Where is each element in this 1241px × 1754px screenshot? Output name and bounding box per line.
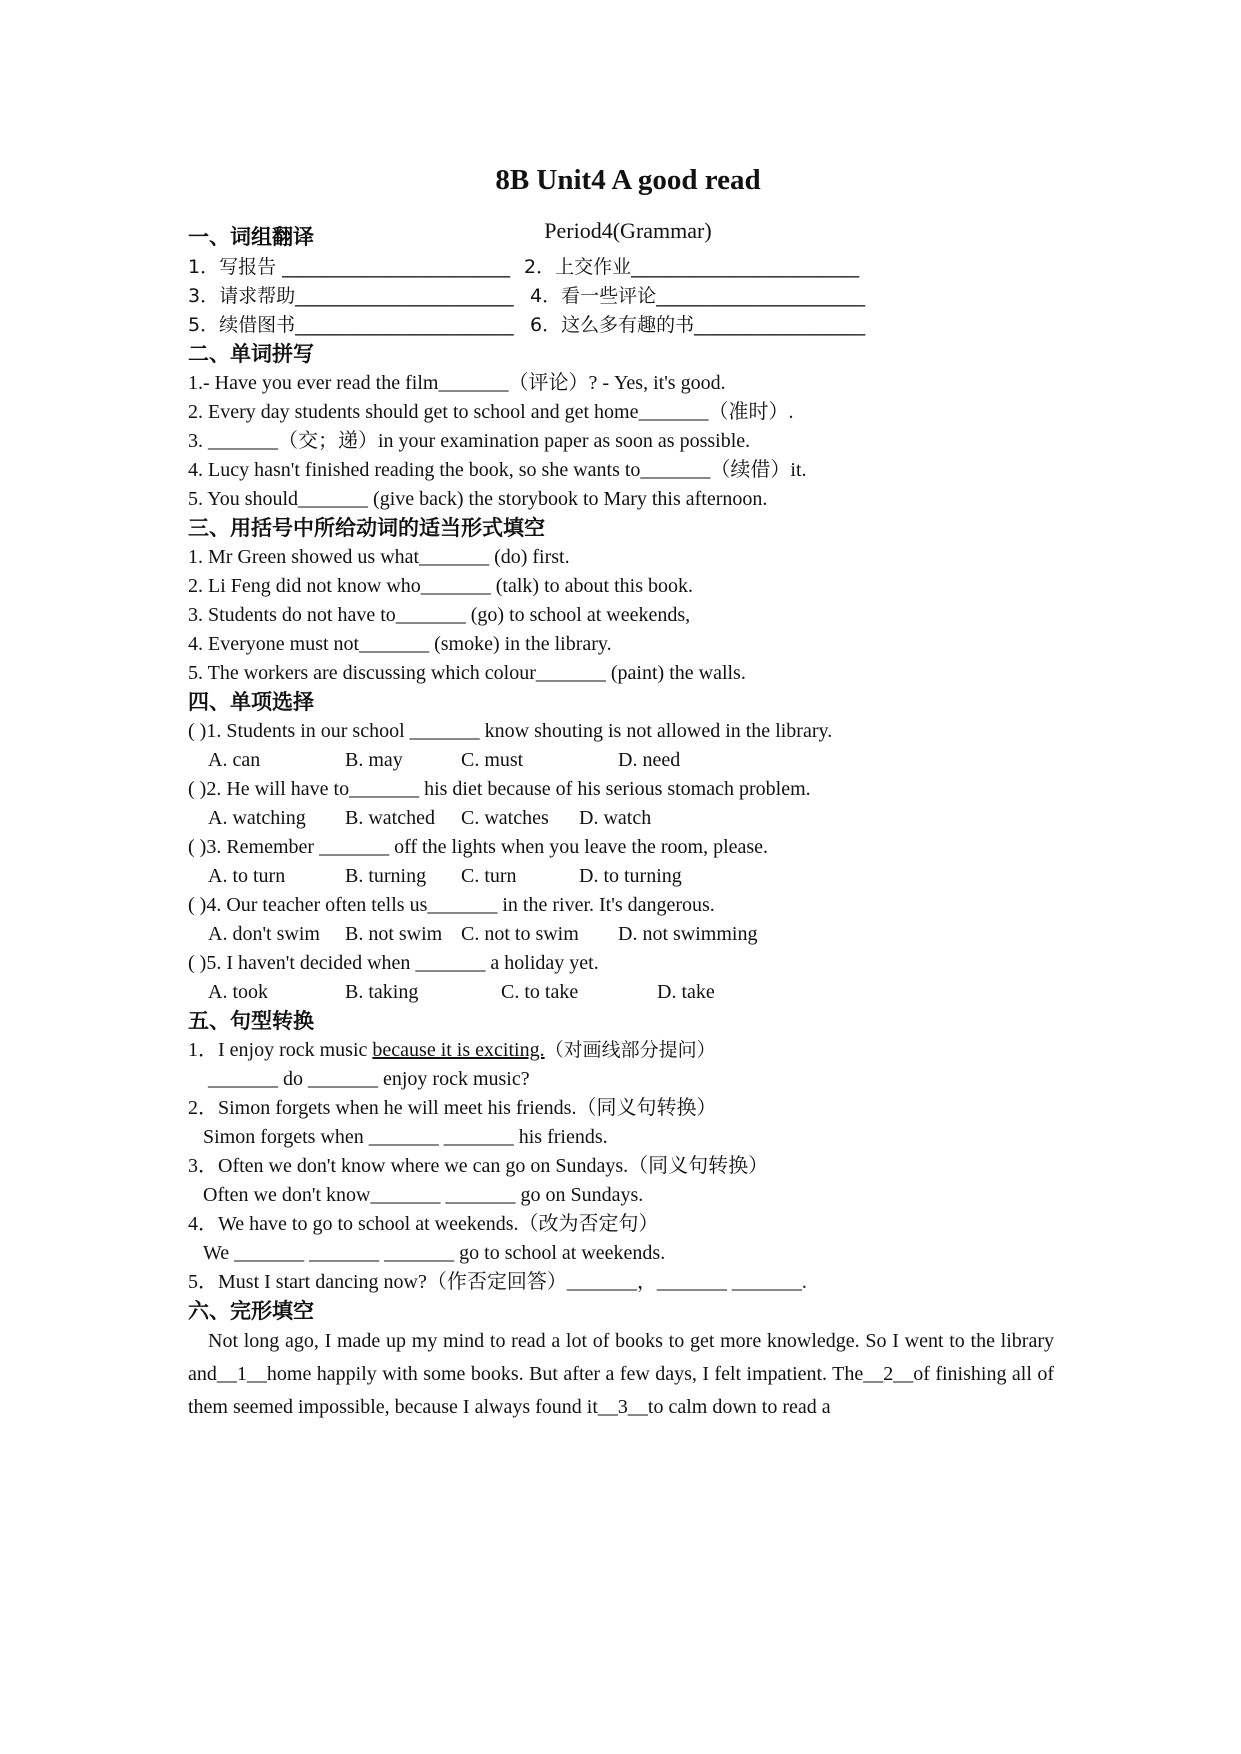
- choice-4-option-c: C. not to swim: [461, 923, 579, 945]
- choice-4-option-a: A. don't swim: [208, 923, 320, 945]
- cloze-blank-3: __3__: [597, 1396, 648, 1418]
- choice-1-option-b: B. may: [345, 749, 403, 771]
- verb-item-2: 2. Li Feng did not know who_______ (talk) to about this book.: [188, 575, 693, 597]
- section-1-heading: 一、词组翻译: [188, 225, 314, 249]
- choice-1-option-a: A. can: [208, 749, 261, 771]
- choice-2-option-a: A. watching: [208, 807, 306, 829]
- page-subtitle: Period4(Grammar): [544, 218, 712, 243]
- verb-item-3: 3. Students do not have to_______ (go) to school at weekends,: [188, 604, 691, 626]
- choice-5-option-a: A. took: [208, 981, 268, 1003]
- transform-question-1: [188, 1037, 716, 1063]
- phrase-item-4: 4．看一些评论______________________: [530, 285, 866, 307]
- cloze-text-b: home happily with some books. But after a few days, I felt impatient. The: [266, 1363, 864, 1385]
- spelling-item-5: 5. You should_______ (give back) the storybook to Mary this afternoon.: [188, 488, 768, 510]
- verb-item-4: 4. Everyone must not_______ (smoke) in the library.: [188, 633, 612, 655]
- transform-answer-1: _______ do _______ enjoy rock music?: [208, 1068, 530, 1090]
- verb-item-5: 5. The workers are discussing which colour_______ (paint) the walls.: [188, 662, 746, 684]
- cloze-text-a: Not long ago, I made up my mind to read a lot of books to get more knowledge. So I went to the library and: [188, 1330, 1054, 1385]
- cloze-blank-1: __1__: [216, 1363, 267, 1385]
- cloze-text-d: to calm down to read a: [647, 1396, 831, 1418]
- choice-5-option-b: B. taking: [345, 981, 419, 1003]
- transform-question-2: 2．Simon forgets when he will meet his friends.（同义句转换）: [188, 1097, 717, 1119]
- choice-3-option-b: B. turning: [345, 865, 427, 887]
- verb-item-1: 1. Mr Green showed us what_______ (do) first.: [188, 546, 570, 568]
- choice-5-option-d: D. take: [657, 981, 715, 1003]
- choice-question-1: ( )1. Students in our school _______ know shouting is not allowed in the library.: [188, 720, 833, 742]
- choice-1-option-d: D. need: [618, 749, 681, 771]
- phrase-item-3: 3．请求帮助_______________________: [188, 285, 514, 307]
- transform-answer-4: We _______ _______ _______ go to school at weekends.: [203, 1242, 666, 1264]
- phrase-item-1: 1．写报告 ________________________: [188, 256, 511, 278]
- transform-answer-3: Often we don't know_______ _______ go on Sundays.: [203, 1184, 644, 1206]
- phrase-item-2: 2．上交作业________________________: [524, 256, 860, 278]
- transform-1-underlined: because it is exciting.: [372, 1039, 545, 1061]
- transform-question-5: 5．Must I start dancing now?（作否定回答）_______，_______ _______.: [188, 1271, 807, 1293]
- spelling-item-1: 1.- Have you ever read the film_______（评论）? - Yes, it's good.: [188, 372, 726, 394]
- choice-2-option-c: C. watches: [461, 807, 549, 829]
- choice-2-option-b: B. watched: [345, 807, 435, 829]
- choice-1-option-c: C. must: [461, 749, 524, 771]
- spelling-item-2: 2. Every day students should get to school and get home_______（准时）.: [188, 401, 794, 423]
- choice-5-option-c: C. to take: [501, 981, 579, 1003]
- transform-question-3: 3．Often we don't know where we can go on Sundays.（同义句转换）: [188, 1155, 769, 1177]
- cloze-passage: [188, 1325, 1054, 1424]
- choice-3-option-c: C. turn: [461, 865, 517, 887]
- cloze-text-c: of finishing all of them seemed impossible, because I always found it: [188, 1363, 1054, 1418]
- transform-question-4: 4．We have to go to school at weekends.（改为否定句）: [188, 1213, 659, 1235]
- choice-3-option-a: A. to turn: [208, 865, 286, 887]
- choice-question-2: ( )2. He will have to_______ his diet because of his serious stomach problem.: [188, 778, 811, 800]
- section-5-heading: 五、句型转换: [188, 1009, 314, 1033]
- section-4-heading: 四、单项选择: [188, 690, 314, 714]
- spelling-item-4: 4. Lucy hasn't finished reading the book, so she wants to_______（续借）it.: [188, 459, 807, 481]
- choice-question-3: ( )3. Remember _______ off the lights when you leave the room, please.: [188, 836, 769, 858]
- phrase-item-6: 6．这么多有趣的书__________________: [530, 314, 866, 336]
- phrase-item-5: 5．续借图书_______________________: [188, 314, 514, 336]
- choice-question-4: ( )4. Our teacher often tells us_______ in the river. It's dangerous.: [188, 894, 715, 916]
- transform-answer-2: Simon forgets when _______ _______ his friends.: [203, 1126, 608, 1148]
- transform-1-instruction: （对画线部分提问）: [544, 1039, 716, 1061]
- choice-question-5: ( )5. I haven't decided when _______ a holiday yet.: [188, 952, 599, 974]
- section-2-heading: 二、单词拼写: [188, 342, 314, 366]
- spelling-item-3: 3. _______（交；递）in your examination paper as soon as possible.: [188, 430, 751, 452]
- cloze-blank-2: __2__: [863, 1363, 914, 1385]
- section-6-heading: 六、完形填空: [188, 1299, 314, 1323]
- choice-4-option-b: B. not swim: [345, 923, 443, 945]
- choice-4-option-d: D. not swimming: [618, 923, 758, 945]
- transform-1-text: 1．I enjoy rock music: [188, 1039, 373, 1061]
- section-3-heading: 三、用括号中所给动词的适当形式填空: [188, 516, 545, 540]
- choice-2-option-d: D. watch: [579, 807, 652, 829]
- choice-3-option-d: D. to turning: [579, 865, 682, 887]
- page-title: 8B Unit4 A good read: [495, 164, 761, 196]
